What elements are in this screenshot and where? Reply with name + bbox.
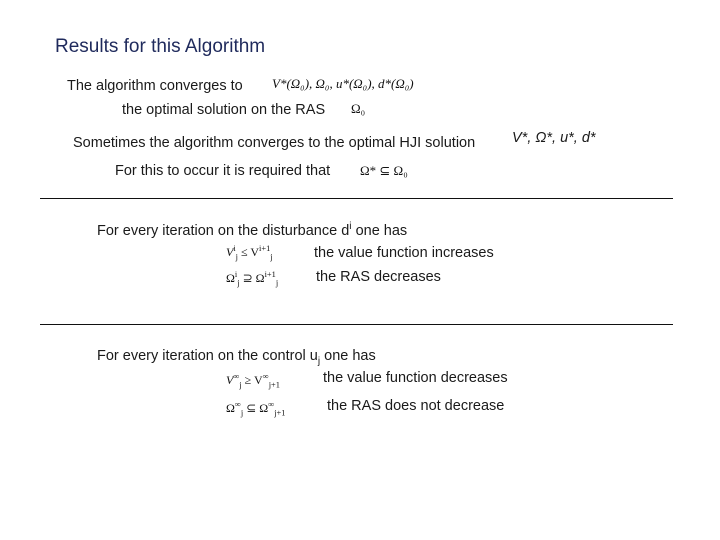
control-row1-text: the value function decreases (323, 370, 508, 386)
disturbance-intro-sup: i (349, 221, 352, 232)
disturbance-formula-1-lhs: V (226, 245, 234, 259)
converges-formula: V*(Ω₀), Ω₀, u*(Ω₀), d*(Ω₀) (272, 76, 414, 91)
disturbance-formula-1-rhs: ≤ V (241, 245, 260, 259)
control-formula-2-lhs: Ω (226, 401, 235, 415)
control-formula-2-rhs: ⊆ Ω (246, 401, 269, 415)
disturbance-row1-text: the value function increases (314, 245, 494, 261)
control-intro-end: one has (324, 348, 376, 364)
control-intro (97, 348, 376, 367)
disturbance-row2-text: the RAS decreases (316, 269, 441, 285)
disturbance-formula-1: $V^i_j \le V^{i+1}_j$ (226, 244, 273, 262)
control-formula-1-lhs: V (226, 373, 234, 387)
disturbance-intro-text: For every iteration on the disturbance d (97, 222, 350, 239)
disturbance-intro-end: one has (355, 222, 408, 239)
disturbance-formula-2-rhs: ⊇ Ω (242, 271, 265, 285)
page-title: Results for this Algorithm (55, 36, 266, 57)
control-row2-text: the RAS does not decrease (327, 398, 505, 414)
sometimes-text: Sometimes the algorithm converges to the optimal HJI solution (73, 135, 476, 151)
required-text: For this to occur it is required that (115, 163, 331, 179)
optimal-ras-formula: Ω₀ (351, 101, 366, 116)
control-formula-1-rhs: ≥ V (244, 373, 263, 387)
control-formula-2: $\Omega^\infty_j$ ⊆ $\Omega^\infty_{j+1}$ (226, 400, 286, 418)
control-intro-sub: j (317, 355, 321, 367)
control-intro-text: For every iteration on the control u (97, 348, 318, 364)
required-formula: Ω* ⊆ Ω₀ (360, 163, 408, 178)
control-formula-1: $V^\infty_j \ge V^\infty_{j+1}$ (226, 372, 280, 390)
optimal-ras-text: the optimal solution on the RAS (122, 102, 326, 118)
divider-top (40, 198, 673, 199)
disturbance-intro (97, 221, 407, 239)
disturbance-formula-2-lhs: Ω (226, 271, 235, 285)
converges-text: The algorithm converges to (67, 78, 243, 94)
divider-bottom (40, 324, 673, 325)
sometimes-formula: V*, Ω*, u*, d* (512, 130, 596, 146)
disturbance-formula-2: $\Omega^i_j$ ⊇ $\Omega^{i+1}_j$ (226, 270, 279, 288)
